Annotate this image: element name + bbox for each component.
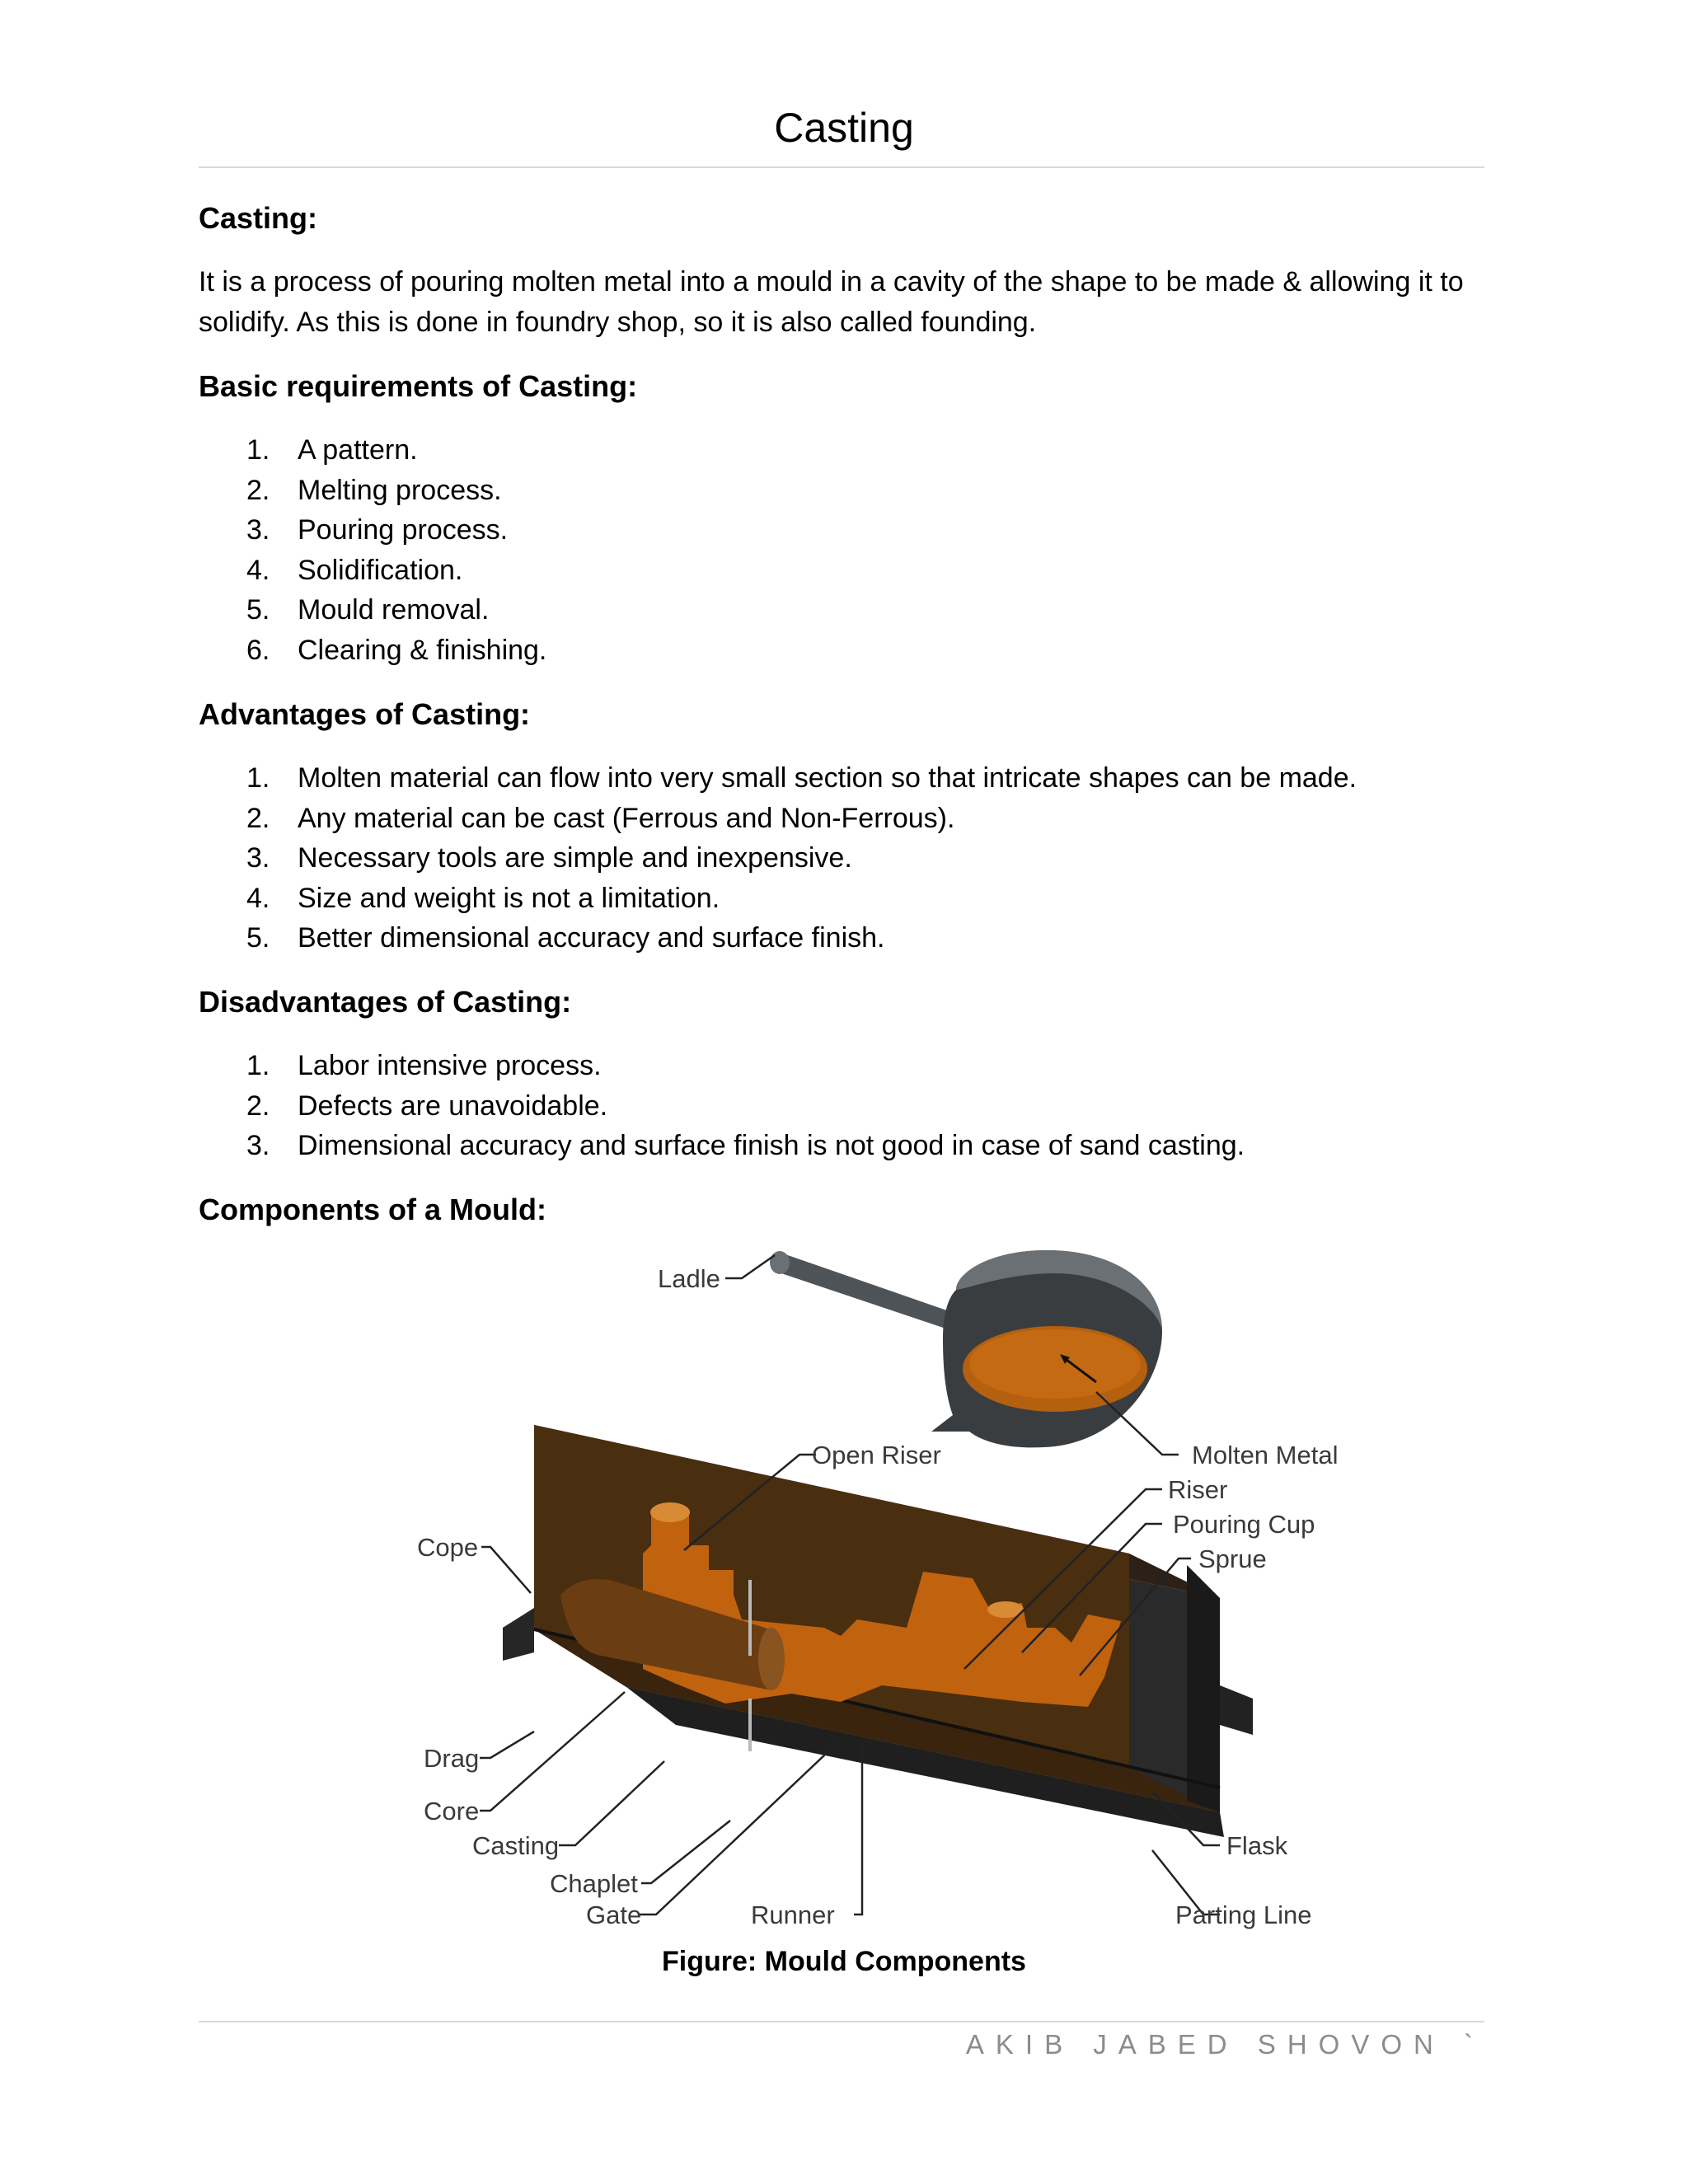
- label-casting: Casting: [472, 1831, 560, 1860]
- label-flask: Flask: [1226, 1831, 1288, 1860]
- label-cope: Cope: [417, 1533, 479, 1562]
- casting-heading: Casting:: [199, 201, 317, 235]
- disadvantages-heading: Disadvantages of Casting:: [199, 985, 572, 1019]
- advantages-heading: Advantages of Casting:: [199, 697, 531, 731]
- definition-line-2: solidify. As this is done in foundry shop, so it is also called founding.: [199, 307, 1037, 338]
- requirements-heading: Basic requirements of Casting:: [199, 369, 638, 403]
- label-chaplet: Chaplet: [550, 1869, 638, 1898]
- footer-author: AKIB JABED SHOVON `: [965, 2029, 1484, 2060]
- label-runner: Runner: [751, 1900, 835, 1929]
- label-drag: Drag: [424, 1744, 480, 1773]
- label-sprue: Sprue: [1198, 1544, 1267, 1573]
- ladle-illustration: [770, 1250, 1162, 1447]
- components-heading: Components of a Mould:: [199, 1193, 546, 1226]
- footer-rule: [199, 2021, 1484, 2022]
- page-title: Casting: [774, 105, 914, 151]
- mould-components-figure: [396, 1240, 1368, 1941]
- label-ladle: Ladle: [658, 1264, 720, 1293]
- label-molten-metal: Molten Metal: [1192, 1441, 1339, 1469]
- label-open-riser: Open Riser: [812, 1441, 941, 1469]
- definition-line-1: It is a process of pouring molten metal into a mould in a cavity of the shape to be made & allowing it to: [199, 266, 1464, 298]
- label-pouring-cup: Pouring Cup: [1173, 1510, 1315, 1539]
- label-riser: Riser: [1168, 1475, 1228, 1504]
- header-rule: [199, 166, 1484, 168]
- label-gate: Gate: [586, 1900, 642, 1929]
- label-core: Core: [424, 1797, 480, 1825]
- mould-diagram: [396, 1240, 1368, 1941]
- label-parting-line: Parting Line: [1175, 1900, 1312, 1929]
- casting-definition: [199, 262, 1501, 343]
- figure-caption: Figure: Mould Components: [662, 1946, 1026, 1977]
